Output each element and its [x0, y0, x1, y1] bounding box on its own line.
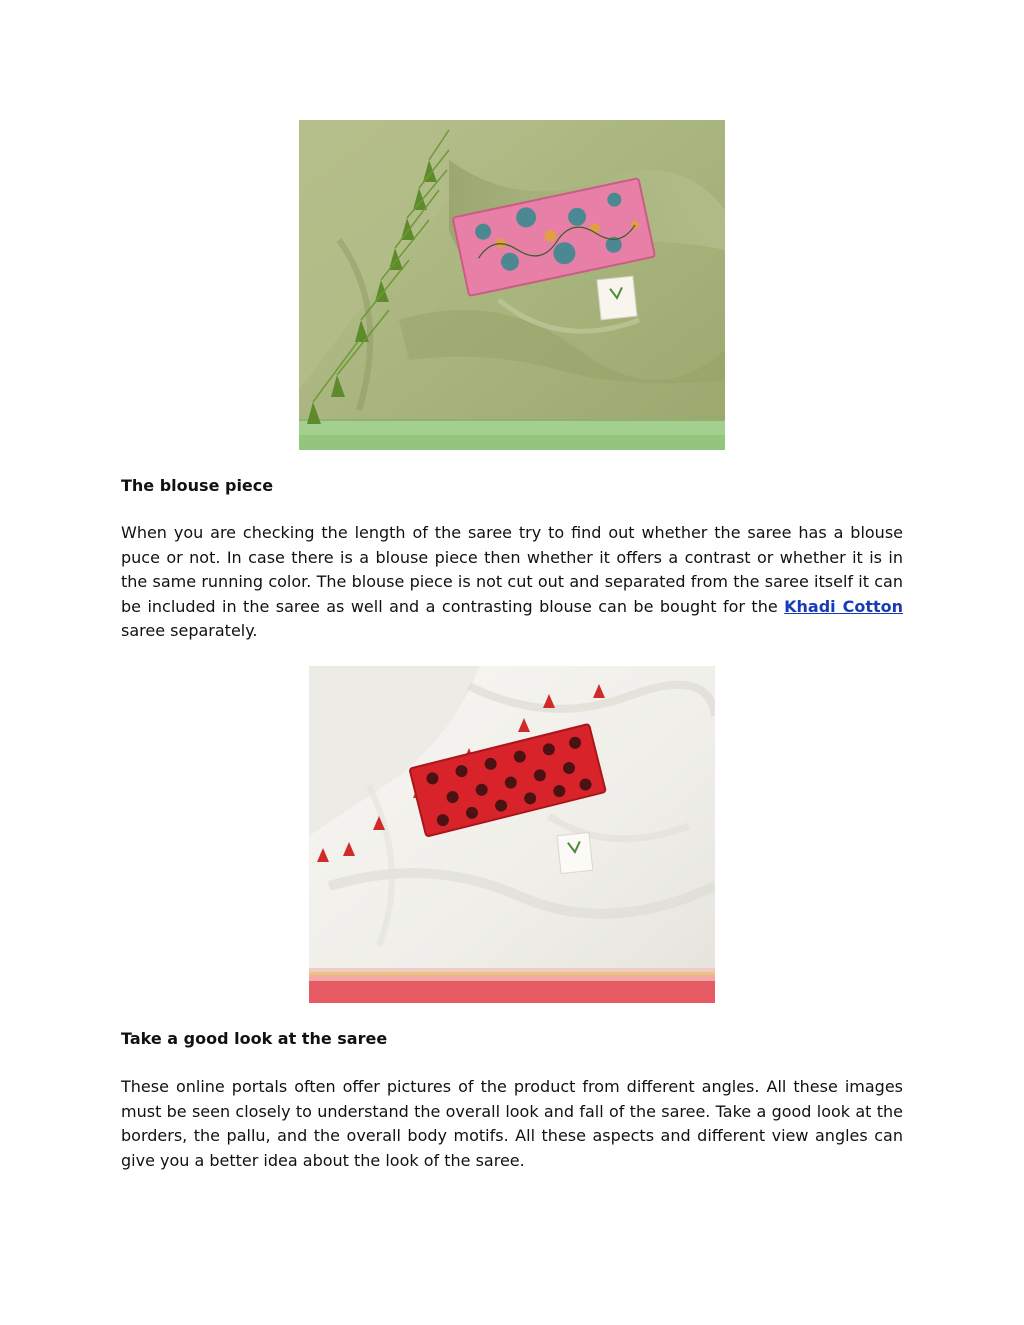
- blouse-piece-text: When you are checking the length of the saree try to find out whether the saree has a blouse puce or not. In case there is a blouse piece then whether it offers a contrast or whether it is in the same running color. The blouse piece is not cut out and separated from the saree itself it can be included in the saree as well and a contrasting blouse can be bought for the: [121, 523, 903, 616]
- blouse-piece-text-end: saree separately.: [121, 621, 258, 641]
- section-heading-blouse-piece: The blouse piece: [121, 476, 274, 495]
- good-look-paragraph: These online portals often offer pictures of the product from different angles. All these images must be seen closely to understand the overall look and fall of the saree. Take a good look at the borders, the pallu, and the overall body motifs. All these aspects and different view angles can give you a better idea about the look of the saree.: [121, 1077, 903, 1170]
- white-saree-photo-graphic: [309, 666, 715, 1003]
- khadi-cotton-link[interactable]: Khadi Cotton: [784, 596, 903, 616]
- section-heading-take-a-good-look: Take a good look at the saree: [121, 1029, 388, 1048]
- white-saree-photo: [309, 666, 715, 1003]
- blouse-piece-paragraph: [121, 521, 903, 644]
- green-saree-photo: [299, 120, 725, 450]
- green-saree-photo-graphic: [299, 120, 725, 450]
